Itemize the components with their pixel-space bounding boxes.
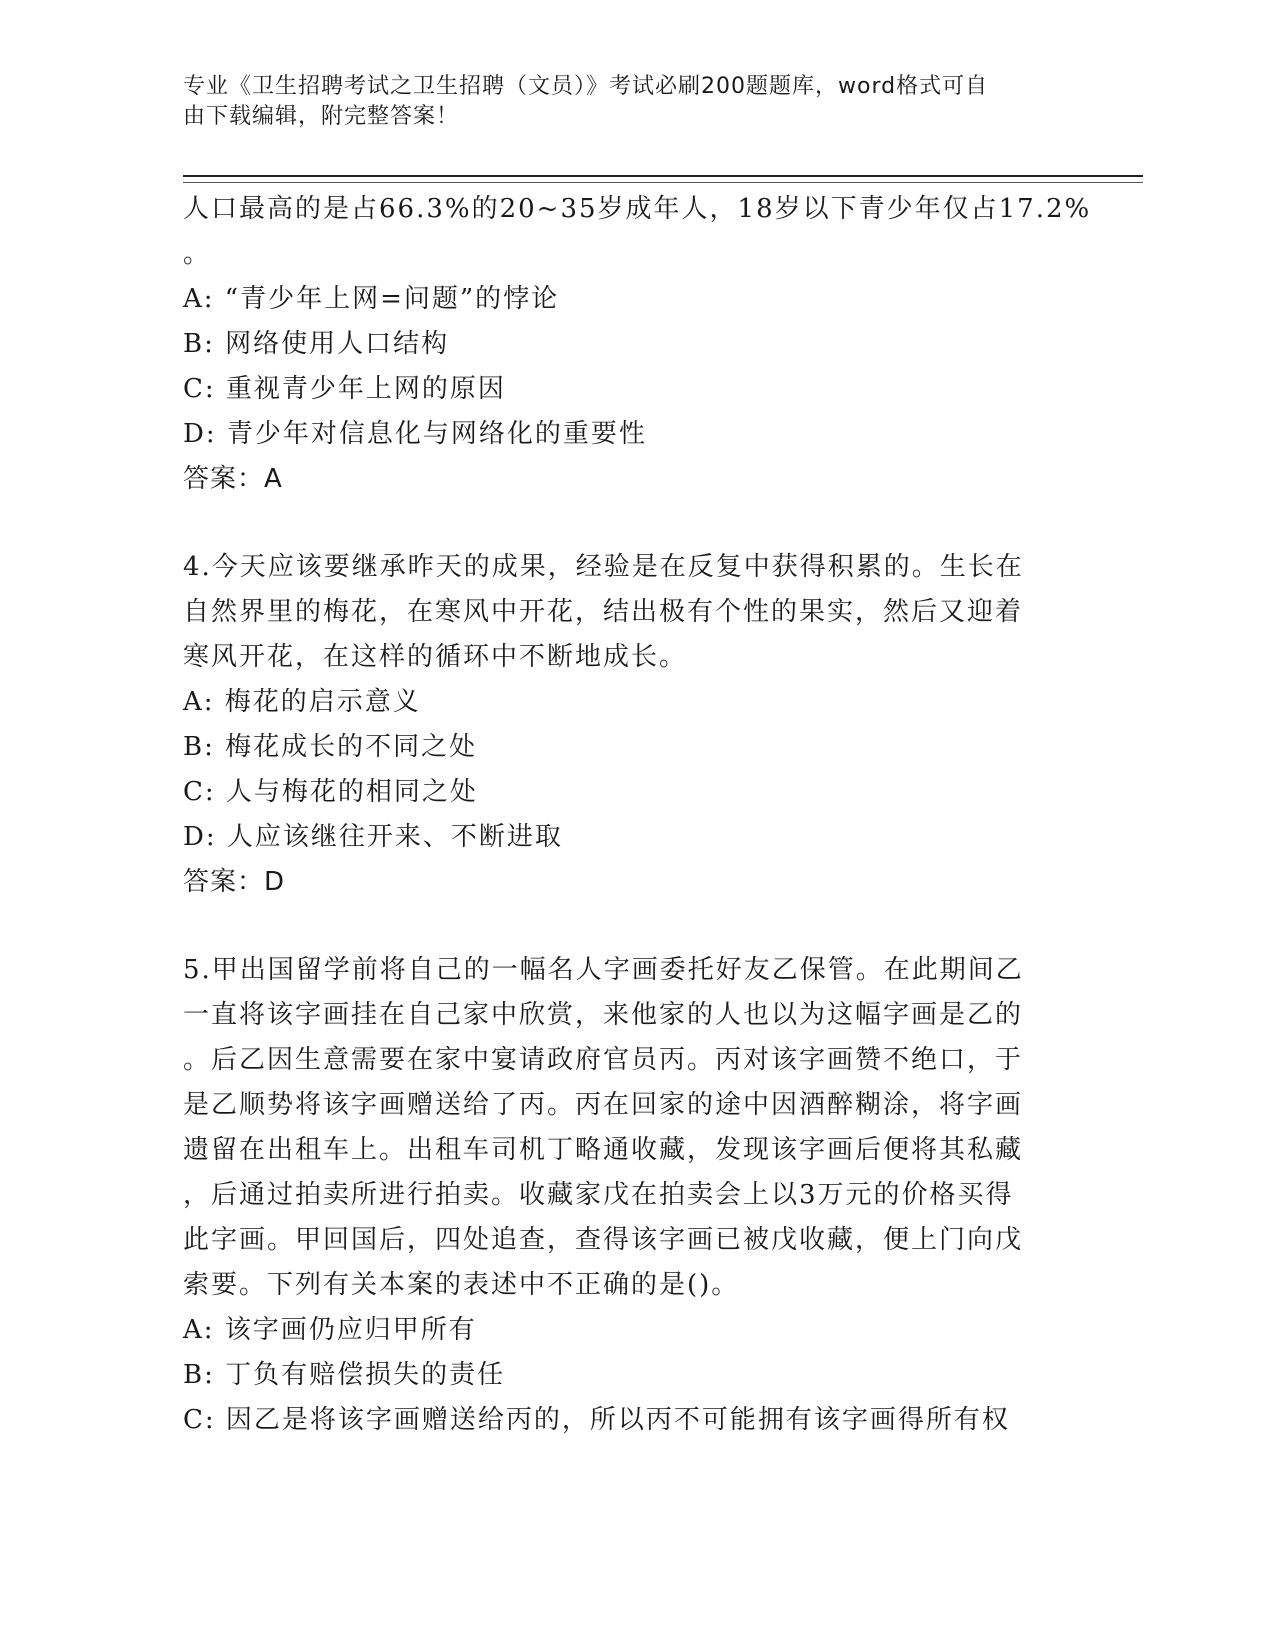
option-b: B: 梅花成长的不同之处	[183, 732, 478, 762]
question-stem-line: 一直将该字画挂在自己家中欣赏，来他家的人也以为这幅字画是乙的	[183, 1000, 1024, 1030]
header-line-1: 专业《卫生招聘考试之卫生招聘（文员）》考试必刷200题题库，word格式可自	[183, 74, 989, 99]
question-stem-line: 索要。下列有关本案的表述中不正确的是()。	[183, 1270, 740, 1300]
document-header	[183, 72, 1063, 132]
option-a: A: “青少年上网=问题”的悖论	[183, 284, 560, 314]
header-divider-thick	[183, 175, 1143, 177]
question-stem-line: 人口最高的是占66.3%的20~35岁成年人，18岁以下青少年仅占17.2%	[183, 194, 1092, 224]
question-stem-line: 是乙顺势将该字画赠送给了丙。丙在回家的途中因酒醉糊涂，将字画	[183, 1090, 1024, 1120]
question-stem-line: 5.甲出国留学前将自己的一幅名人字画委托好友乙保管。在此期间乙	[183, 955, 1024, 985]
question-stem-line: 。	[183, 239, 212, 269]
option-b: B: 丁负有赔偿损失的责任	[183, 1360, 506, 1390]
question-stem-line: 4.今天应该要继承昨天的成果，经验是在反复中获得积累的。生长在	[183, 552, 1024, 582]
option-b: B: 网络使用人口结构	[183, 329, 450, 359]
option-d: D: 人应该继往开来、不断进取	[183, 822, 563, 852]
option-d: D: 青少年对信息化与网络化的重要性	[183, 419, 647, 449]
answer-line: 答案：A	[183, 464, 283, 494]
answer-line: 答案：D	[183, 867, 286, 897]
question-stem-line: 寒风开花，在这样的循环中不断地成长。	[183, 642, 688, 672]
option-c: C: 人与梅花的相同之处	[183, 777, 478, 807]
header-line-2: 由下载编辑，附完整答案！	[183, 104, 460, 129]
option-a: A: 该字画仍应归甲所有	[183, 1315, 477, 1345]
header-divider-thin	[183, 182, 1143, 183]
option-a: A: 梅花的启示意义	[183, 687, 421, 717]
question-3	[183, 187, 1092, 502]
option-c: C: 因乙是将该字画赠送给丙的，所以丙不可能拥有该字画得所有权	[183, 1405, 1010, 1435]
question-stem-line: 。后乙因生意需要在家中宴请政府官员丙。丙对该字画赞不绝口，于	[183, 1045, 1024, 1075]
question-stem-line: 自然界里的梅花，在寒风中开花，结出极有个性的果实，然后又迎着	[183, 597, 1024, 627]
question-content	[183, 187, 1092, 1443]
question-stem-line: ，后通过拍卖所进行拍卖。收藏家戊在拍卖会上以3万元的价格买得	[183, 1180, 1014, 1210]
option-c: C: 重视青少年上网的原因	[183, 374, 506, 404]
question-5	[183, 948, 1063, 1443]
question-stem-line: 遗留在出租车上。出租车司机丁略通收藏，发现该字画后便将其私藏	[183, 1135, 1024, 1165]
question-stem-line: 此字画。甲回国后，四处追查，查得该字画已被戊收藏，便上门向戊	[183, 1225, 1024, 1255]
spacer	[183, 502, 1063, 545]
question-4	[183, 545, 1063, 905]
spacer	[183, 905, 1063, 948]
